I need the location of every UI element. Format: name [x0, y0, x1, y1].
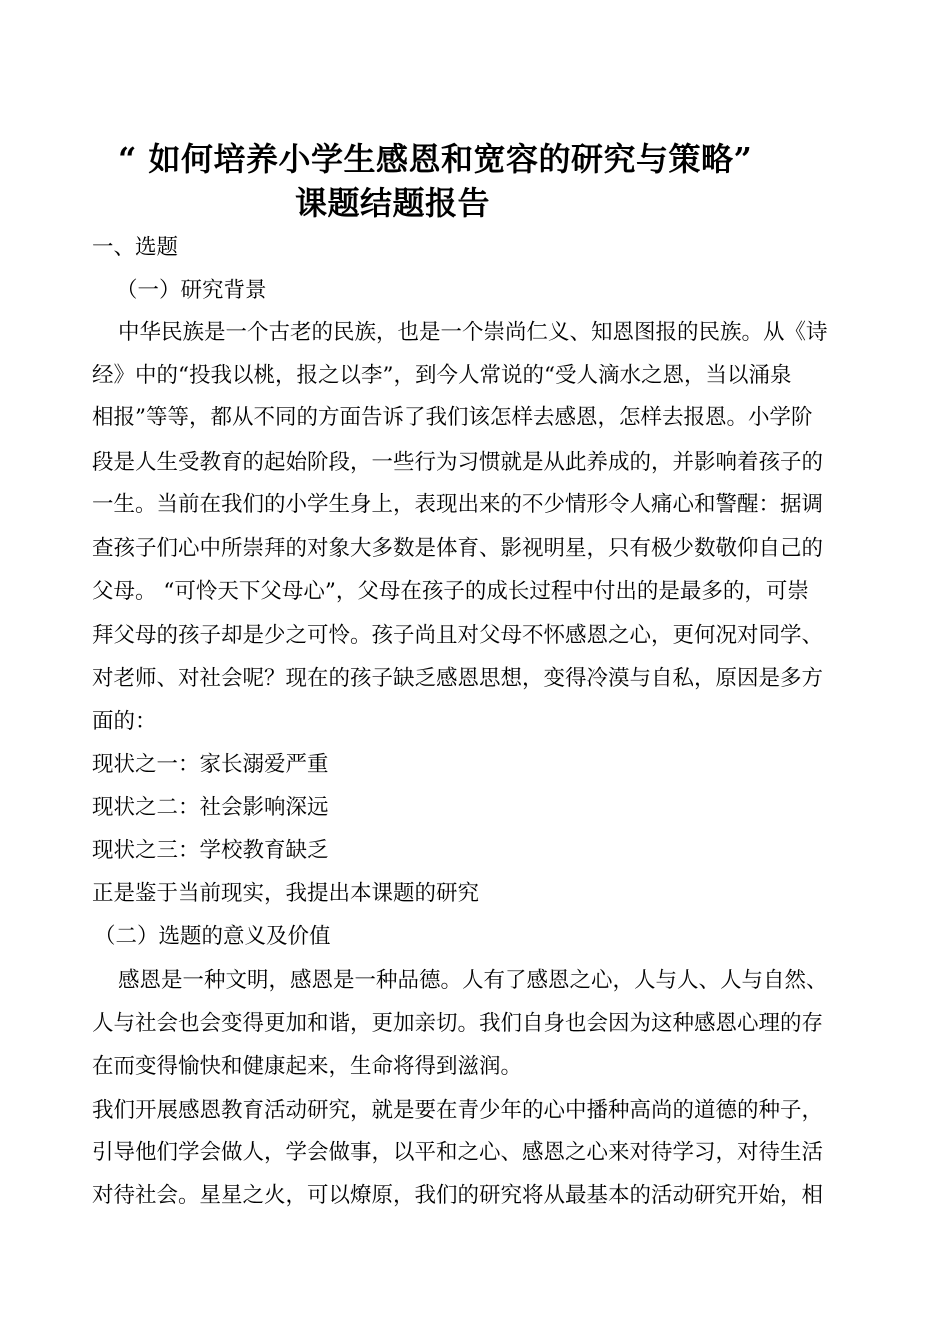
paragraph-line: 经》中的“投我以桃，报之以李”，到今人常说的“受人滴水之恩，当以涌泉 — [92, 363, 792, 388]
paragraph-line: 在而变得愉快和健康起来，生命将得到滋润。 — [92, 1054, 523, 1079]
conclusion-line: 正是鉴于当前现实，我提出本课题的研究 — [92, 881, 480, 906]
section-heading: 一、选题 — [92, 235, 179, 260]
paragraph-line: 面的： — [92, 709, 157, 734]
document-title-line-2: 课题结题报告 — [295, 184, 491, 222]
paragraph-line: 一生。当前在我们的小学生身上，表现出来的不少情形令人痛心和警醒：据调 — [92, 492, 824, 517]
subsection-heading: （二）选题的意义及价值 — [94, 924, 331, 949]
paragraph-line: 对老师、对社会呢？现在的孩子缺乏感恩思想，变得冷漠与自私，原因是多方 — [92, 666, 824, 691]
paragraph-line: 我们开展感恩教育活动研究，就是要在青少年的心中播种高尚的道德的种子， — [92, 1098, 824, 1123]
subsection-heading: （一）研究背景 — [116, 278, 267, 303]
paragraph-line: 人与社会也会变得更加和谐，更加亲切。我们自身也会因为这种感恩心理的存 — [92, 1011, 824, 1036]
paragraph-line: 父母。 “可怜天下父母心”，父母在孩子的成长过程中付出的是最多的，可崇 — [92, 579, 809, 604]
paragraph-line: 对待社会。星星之火，可以燎原，我们的研究将从最基本的活动研究开始，相 — [92, 1183, 824, 1208]
paragraph-line: 段是人生受教育的起始阶段，一些行为习惯就是从此养成的，并影响着孩子的 — [92, 450, 824, 475]
status-line: 现状之三：学校教育缺乏 — [92, 838, 329, 863]
paragraph-line: 查孩子们心中所崇拜的对象大多数是体育、影视明星，只有极少数敬仰自己的 — [92, 536, 824, 561]
paragraph-line: 中华民族是一个古老的民族，也是一个崇尚仁义、知恩图报的民族。从《诗 — [118, 320, 828, 345]
document-title-line-1: “ 如何培养小学生感恩和宽容的研究与策略” — [118, 140, 753, 178]
paragraph-line: 拜父母的孩子却是少之可怜。孩子尚且对父母不怀感恩之心，更何况对同学、 — [92, 623, 824, 648]
status-line: 现状之一：家长溺爱严重 — [92, 752, 329, 777]
paragraph-line: 感恩是一种文明，感恩是一种品德。人有了感恩之心，人与人、人与自然、 — [118, 968, 828, 993]
paragraph-line: 引导他们学会做人，学会做事，以平和之心、感恩之心来对待学习，对待生活 — [92, 1140, 824, 1165]
status-line: 现状之二：社会影响深远 — [92, 795, 329, 820]
paragraph-line: 相报”等等，都从不同的方面告诉了我们该怎样去感恩，怎样去报恩。小学阶 — [92, 405, 813, 430]
